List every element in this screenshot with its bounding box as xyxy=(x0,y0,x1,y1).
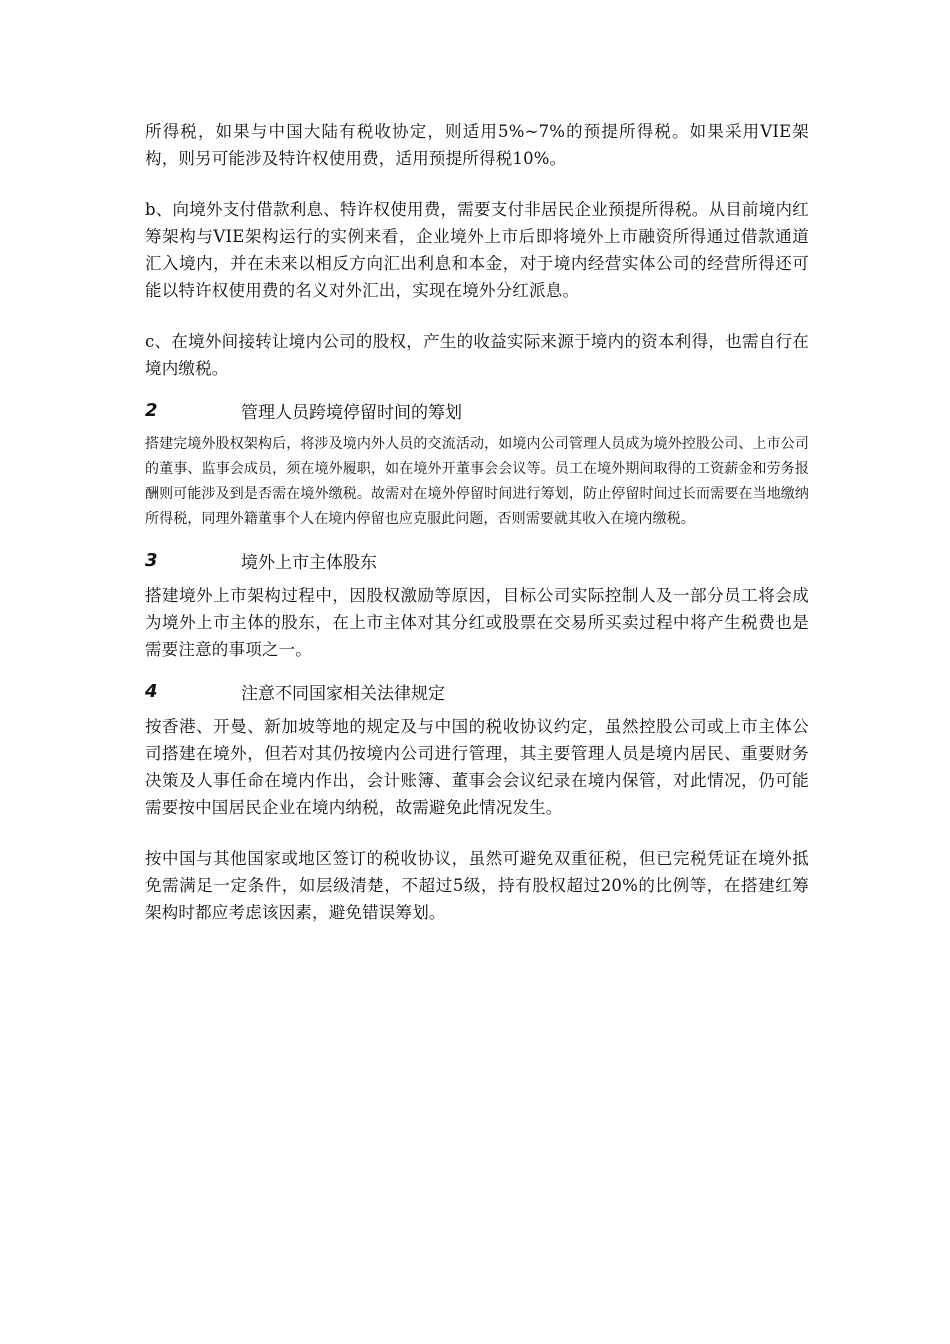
section-4-number: 4 xyxy=(145,680,158,702)
paragraph-item-b: b、向境外支付借款利息、特许权使用费，需要支付非居民企业预提所得税。从目前境内红筹架构与VIE架构运行的实例来看，企业境外上市后即将境外上市融资所得通过借款通道汇入境内，并在未来以相反方向汇出利息和本金，对于境内经营实体公司的经营所得还可能以特许权使用费的名义对外汇出，实现在境外分红派息。 xyxy=(145,200,809,300)
document-page xyxy=(145,118,809,926)
section-2-title: 管理人员跨境停留时间的筹划 xyxy=(241,402,462,423)
section-3-number: 3 xyxy=(145,549,158,571)
section-4-title: 注意不同国家相关法律规定 xyxy=(241,683,445,704)
section-2-heading xyxy=(145,396,809,424)
section-3-title: 境外上市主体股东 xyxy=(241,552,377,573)
paragraph-withholding-tax: 所得税，如果与中国大陆有税收协定，则适用5%~7%的预提所得税。如果采用VIE架构，则另可能涉及特许权使用费，适用预提所得税10%。 xyxy=(145,122,809,168)
section-3-body: 搭建境外上市架构过程中，因股权激励等原因，目标公司实际控制人及一部分员工将会成为境外上市主体的股东，在上市主体对其分红或股票在交易所买卖过程中将产生税费也是需要注意的事项之一。 xyxy=(145,586,809,659)
paragraph-item-c: c、在境外间接转让境内公司的股权，产生的收益实际来源于境内的资本利得，也需自行在境内缴税。 xyxy=(145,332,809,378)
section-2-number: 2 xyxy=(145,399,158,421)
section-2-body: 搭建完境外股权架构后，将涉及境内外人员的交流活动，如境内公司管理人员成为境外控股公司、上市公司的董事、监事会成员，须在境外履职，如在境外开董事会会议等。员工在境外期间取得的工资薪金和劳务报酬则可能涉及到是否需在境外缴税。故需对在境外停留时间进行筹划，防止停留时间过长而需要在当地缴纳所得税，同理外籍董事个人在境内停留也应克服此问题，否则需要就其收入在境内缴税。 xyxy=(145,436,809,527)
section-4-body-2: 按中国与其他国家或地区签订的税收协议，虽然可避免双重征税，但已完税凭证在境外抵免需满足一定条件，如层级清楚，不超过5级，持有股权超过20%的比例等，在搭建红筹架构时都应考虑该因素，避免错误筹划。 xyxy=(145,849,809,922)
section-4-heading xyxy=(145,677,809,705)
section-4-body: 按香港、开曼、新加坡等地的规定及与中国的税收协议约定，虽然控股公司或上市主体公司搭建在境外，但若对其仍按境内公司进行管理，其主要管理人员是境内居民、重要财务决策及人事任命在境内作出，会计账簿、董事会会议纪录在境内保管，对此情况，仍可能需要按中国居民企业在境内纳税，故需避免此情况发生。 xyxy=(145,717,809,817)
section-3-heading xyxy=(145,546,809,574)
